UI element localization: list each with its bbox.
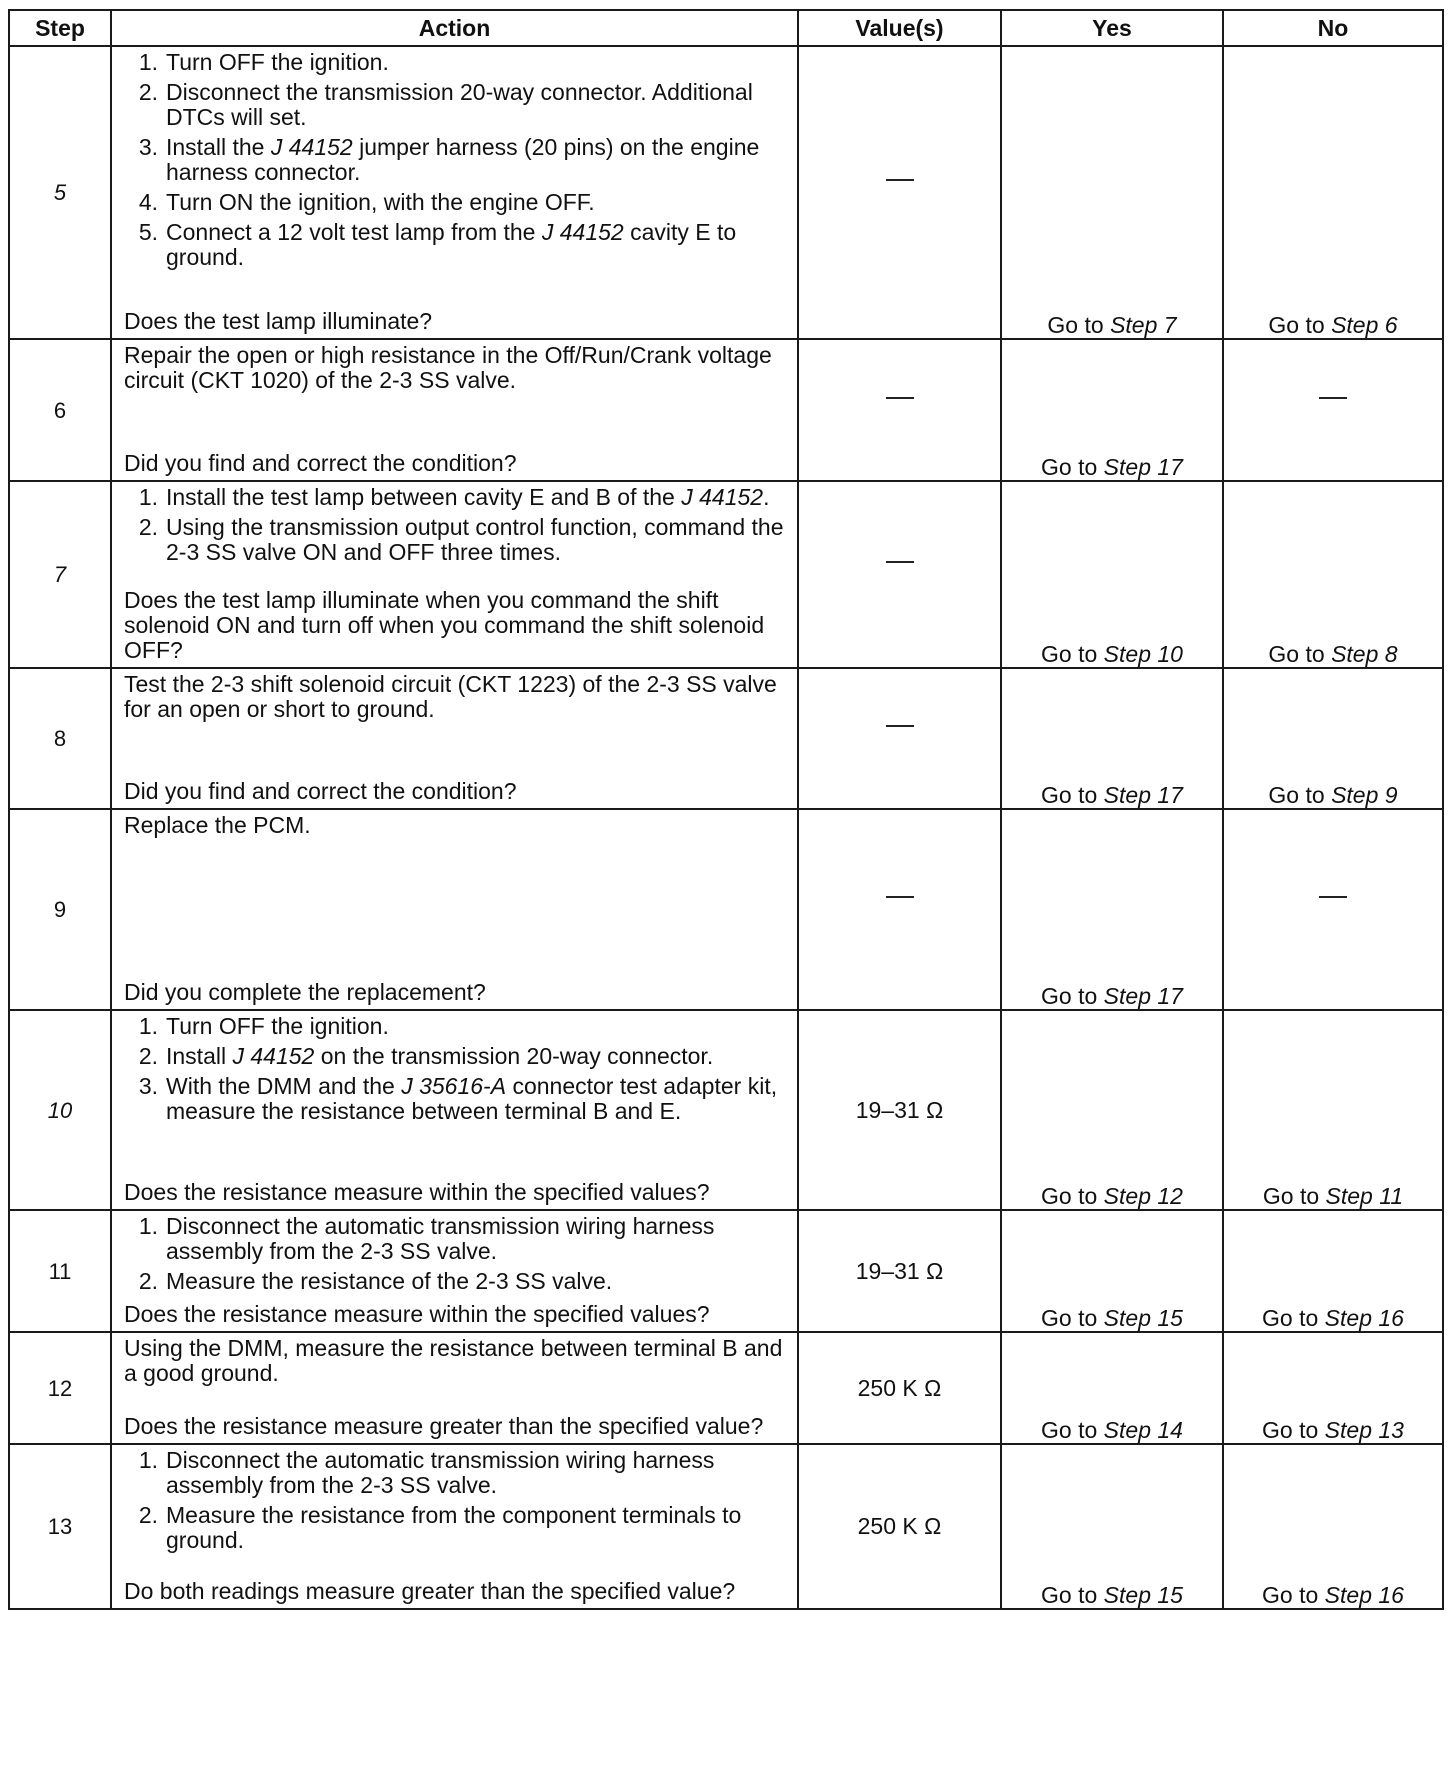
action-instructions <box>124 672 789 722</box>
action-content <box>112 1211 797 1331</box>
substep-text-part: . <box>763 484 770 510</box>
diagnostic-table-sheet <box>8 9 1444 1610</box>
substep-item <box>124 1074 789 1124</box>
step-number: 7 <box>9 481 111 668</box>
action-instructions <box>124 1336 789 1386</box>
table-row <box>9 668 1443 809</box>
substep-list <box>124 1014 789 1124</box>
action-instructions <box>124 50 789 275</box>
action-content <box>112 1445 797 1608</box>
substep-text-part: Connect a 12 volt test lamp from the <box>166 219 542 245</box>
tool-reference: J 44152 <box>232 1043 315 1069</box>
no-goto-prefix: Go to <box>1262 1183 1320 1209</box>
no-dash <box>1319 896 1347 923</box>
value-dash <box>886 397 914 424</box>
yes-goto-step[interactable]: Step 17 <box>1103 782 1183 808</box>
substep-text <box>166 135 789 185</box>
table-row <box>9 481 1443 668</box>
action-content <box>112 1011 797 1209</box>
substep-text-part: connector test adapter kit, measure the resistance between terminal B and E. <box>166 1073 778 1124</box>
table-row <box>9 1210 1443 1332</box>
yes-cell <box>1001 339 1223 481</box>
tool-reference: J 35616-A <box>401 1073 507 1099</box>
substep-text <box>166 1014 789 1039</box>
action-content <box>112 1333 797 1443</box>
no-goto-step[interactable]: Step 9 <box>1331 782 1398 808</box>
table-row <box>9 1444 1443 1609</box>
substep-text-part: Disconnect the automatic transmission wiring harness assembly from the 2-3 SS valve. <box>166 1213 715 1264</box>
action-question: Did you complete the replacement? <box>124 979 486 1005</box>
no-goto-step[interactable]: Step 16 <box>1324 1582 1404 1608</box>
action-question: Do both readings measure greater than the specified value? <box>124 1578 736 1604</box>
yes-goto-prefix: Go to <box>1041 1417 1098 1443</box>
substep-number: 2. <box>138 514 158 540</box>
substep-number: 3. <box>138 134 158 160</box>
step-number: 11 <box>9 1210 111 1332</box>
substep-list <box>124 1214 789 1294</box>
yes-goto-step[interactable]: Step 12 <box>1103 1183 1183 1209</box>
no-cell <box>1223 809 1443 1010</box>
substep-text-part: With the DMM and the <box>166 1073 402 1099</box>
step-number: 9 <box>9 809 111 1010</box>
substep-item <box>124 1503 789 1553</box>
diagnostic-table <box>8 9 1444 1610</box>
substep-number: 2. <box>138 1043 158 1069</box>
no-goto-prefix: Go to <box>1262 1582 1319 1608</box>
yes-goto-step[interactable]: Step 17 <box>1103 454 1183 480</box>
substep-list <box>124 485 789 565</box>
header-no: No <box>1223 10 1443 46</box>
action-question: Does the resistance measure within the specified values? <box>124 1301 710 1327</box>
value-text: 250 K Ω <box>857 1374 942 1401</box>
substep-item <box>124 135 789 185</box>
yes-cell <box>1001 1444 1223 1609</box>
substep-text-part: cavity E to ground. <box>166 219 737 270</box>
substep-text-part: Measure the resistance of the 2-3 SS valve. <box>166 1268 613 1294</box>
action-instructions <box>124 1448 789 1558</box>
step-number: 8 <box>9 668 111 809</box>
yes-goto-prefix: Go to <box>1041 1183 1098 1209</box>
no-cell <box>1223 46 1443 339</box>
substep-text <box>166 485 789 510</box>
action-cell <box>111 1332 798 1444</box>
substep-item <box>124 220 789 270</box>
substep-item <box>124 1448 789 1498</box>
action-text: Using the DMM, measure the resistance between terminal B and a good ground. <box>124 1335 783 1386</box>
action-text: Repair the open or high resistance in the Off/Run/Crank voltage circuit (CKT 1020) of the 2-3 SS valve. <box>124 342 772 393</box>
yes-cell <box>1001 46 1223 339</box>
action-content <box>112 810 797 1009</box>
action-cell <box>111 481 798 668</box>
substep-item <box>124 80 789 130</box>
substep-text <box>166 1448 789 1498</box>
substep-text <box>166 1269 789 1294</box>
substep-text <box>166 1214 789 1264</box>
table-row <box>9 1332 1443 1444</box>
action-cell <box>111 809 798 1010</box>
yes-goto-step[interactable]: Step 10 <box>1103 641 1183 667</box>
table-row <box>9 1010 1443 1210</box>
action-cell <box>111 668 798 809</box>
table-row <box>9 809 1443 1010</box>
substep-text <box>166 50 789 75</box>
value-cell <box>798 809 1001 1010</box>
value-cell <box>798 1332 1001 1444</box>
action-instructions <box>124 343 789 393</box>
no-goto-prefix: Go to <box>1262 1417 1319 1443</box>
action-cell <box>111 46 798 339</box>
substep-item <box>124 1044 789 1069</box>
yes-goto-step[interactable]: Step 14 <box>1103 1417 1183 1443</box>
yes-goto-prefix: Go to <box>1041 1582 1098 1608</box>
substep-item <box>124 190 789 215</box>
substep-text <box>166 220 789 270</box>
value-cell <box>798 1210 1001 1332</box>
yes-cell <box>1001 809 1223 1010</box>
value-cell <box>798 46 1001 339</box>
substep-text-part: Turn OFF the ignition. <box>166 49 389 75</box>
no-cell <box>1223 1210 1443 1332</box>
value-dash <box>886 725 914 752</box>
action-instructions <box>124 813 789 838</box>
tool-reference: J 44152 <box>270 134 353 160</box>
value-cell <box>798 1444 1001 1609</box>
step-number: 13 <box>9 1444 111 1609</box>
yes-goto-prefix: Go to <box>1041 641 1098 667</box>
no-cell <box>1223 1332 1443 1444</box>
action-content <box>112 47 797 338</box>
substep-number: 2. <box>138 1268 158 1294</box>
substep-item <box>124 1214 789 1264</box>
tool-reference: J 44152 <box>541 219 624 245</box>
substep-number: 1. <box>138 1213 158 1239</box>
header-values: Value(s) <box>798 10 1001 46</box>
table-header-row <box>9 10 1443 46</box>
value-cell <box>798 1010 1001 1210</box>
substep-text-part: Install the test lamp between cavity E and B of the <box>166 484 682 510</box>
header-action: Action <box>111 10 798 46</box>
substep-list <box>124 1448 789 1553</box>
value-text: 19–31 Ω <box>855 1096 944 1123</box>
substep-text-part: Disconnect the transmission 20-way connector. Additional DTCs will set. <box>166 79 753 130</box>
action-question: Does the resistance measure greater than the specified value? <box>124 1413 764 1439</box>
substep-item <box>124 1014 789 1039</box>
action-instructions <box>124 1214 789 1299</box>
substep-number: 3. <box>138 1073 158 1099</box>
header-step: Step <box>9 10 111 46</box>
substep-text-part: Turn OFF the ignition. <box>166 1013 389 1039</box>
substep-text-part: on the transmission 20-way connector. <box>314 1043 714 1069</box>
substep-number: 4. <box>138 189 158 215</box>
yes-goto-step[interactable]: Step 15 <box>1103 1305 1183 1331</box>
substep-text <box>166 1044 789 1069</box>
action-text: Replace the PCM. <box>124 812 311 838</box>
value-dash <box>886 179 914 206</box>
action-cell <box>111 1010 798 1210</box>
substep-item <box>124 515 789 565</box>
substep-number: 2. <box>138 1502 158 1528</box>
value-dash <box>886 561 914 588</box>
action-question: Did you find and correct the condition? <box>124 778 517 804</box>
substep-text-part: Using the transmission output control function, command the 2-3 SS valve ON and OFF three times. <box>166 514 784 565</box>
action-cell <box>111 339 798 481</box>
substep-text <box>166 1074 789 1124</box>
yes-cell <box>1001 1332 1223 1444</box>
no-goto-step[interactable]: Step 16 <box>1324 1305 1404 1331</box>
no-goto-step[interactable]: Step 11 <box>1325 1183 1404 1209</box>
no-goto-step[interactable]: Step 8 <box>1331 641 1398 667</box>
substep-text <box>166 1503 789 1553</box>
substep-text-part: jumper harness (20 pins) on the engine harness connector. <box>166 134 760 185</box>
yes-goto-prefix: Go to <box>1041 1305 1098 1331</box>
yes-cell <box>1001 668 1223 809</box>
no-cell <box>1223 481 1443 668</box>
no-goto-step[interactable]: Step 13 <box>1324 1417 1404 1443</box>
substep-list <box>124 50 789 270</box>
value-dash <box>886 896 914 923</box>
value-cell <box>798 481 1001 668</box>
yes-goto-step[interactable]: Step 17 <box>1103 983 1183 1009</box>
substep-text-part: Disconnect the automatic transmission wiring harness assembly from the 2-3 SS valve. <box>166 1447 715 1498</box>
action-content <box>112 482 797 667</box>
substep-number: 1. <box>138 1447 158 1473</box>
substep-number: 1. <box>138 1013 158 1039</box>
step-number: 12 <box>9 1332 111 1444</box>
action-question: Does the test lamp illuminate? <box>124 308 433 334</box>
no-cell <box>1223 1444 1443 1609</box>
yes-goto-prefix: Go to <box>1041 983 1098 1009</box>
yes-goto-prefix: Go to <box>1047 312 1104 338</box>
table-row <box>9 46 1443 339</box>
value-text: 250 K Ω <box>857 1513 942 1539</box>
substep-text-part: Install the <box>166 134 271 160</box>
action-text: Test the 2-3 shift solenoid circuit (CKT 1223) of the 2-3 SS valve for an open or short to ground. <box>124 671 777 722</box>
value-text: 19–31 Ω <box>855 1257 944 1284</box>
action-question: Does the test lamp illuminate when you command the shift solenoid ON and turn off when you command the shift solenoid OFF? <box>124 587 765 663</box>
substep-text-part: Turn ON the ignition, with the engine OFF. <box>166 189 595 215</box>
substep-number: 5. <box>138 219 158 245</box>
action-instructions <box>124 1014 789 1129</box>
action-cell <box>111 1210 798 1332</box>
substep-text <box>166 80 789 130</box>
header-yes: Yes <box>1001 10 1223 46</box>
action-question: Did you find and correct the condition? <box>124 450 517 476</box>
substep-text <box>166 515 789 565</box>
action-instructions <box>124 485 789 570</box>
yes-goto-step[interactable]: Step 7 <box>1110 312 1177 338</box>
yes-cell <box>1001 1010 1223 1210</box>
no-goto-prefix: Go to <box>1268 782 1325 808</box>
no-goto-step[interactable]: Step 6 <box>1331 312 1398 338</box>
substep-item <box>124 485 789 510</box>
substep-item <box>124 1269 789 1294</box>
yes-goto-prefix: Go to <box>1041 782 1098 808</box>
yes-goto-step[interactable]: Step 15 <box>1103 1582 1183 1608</box>
table-row <box>9 339 1443 481</box>
no-goto-prefix: Go to <box>1268 641 1325 667</box>
substep-text-part: Install <box>166 1043 233 1069</box>
no-goto-prefix: Go to <box>1262 1305 1319 1331</box>
value-cell <box>798 339 1001 481</box>
substep-text-part: Measure the resistance from the component terminals to ground. <box>166 1502 742 1553</box>
substep-text <box>166 190 789 215</box>
yes-cell <box>1001 481 1223 668</box>
action-cell <box>111 1444 798 1609</box>
yes-cell <box>1001 1210 1223 1332</box>
substep-number: 1. <box>138 484 158 510</box>
action-question: Does the resistance measure within the specified values? <box>124 1179 710 1205</box>
substep-number: 1. <box>138 49 158 75</box>
no-dash <box>1319 397 1347 424</box>
action-content <box>112 669 797 808</box>
value-cell <box>798 668 1001 809</box>
no-cell <box>1223 339 1443 481</box>
step-number: 6 <box>9 339 111 481</box>
no-cell <box>1223 1010 1443 1210</box>
step-number: 10 <box>9 1010 111 1210</box>
no-goto-prefix: Go to <box>1268 312 1325 338</box>
substep-number: 2. <box>138 79 158 105</box>
yes-goto-prefix: Go to <box>1041 454 1098 480</box>
substep-item <box>124 50 789 75</box>
step-number: 5 <box>9 46 111 339</box>
action-content <box>112 340 797 480</box>
tool-reference: J 44152 <box>681 484 764 510</box>
no-cell <box>1223 668 1443 809</box>
